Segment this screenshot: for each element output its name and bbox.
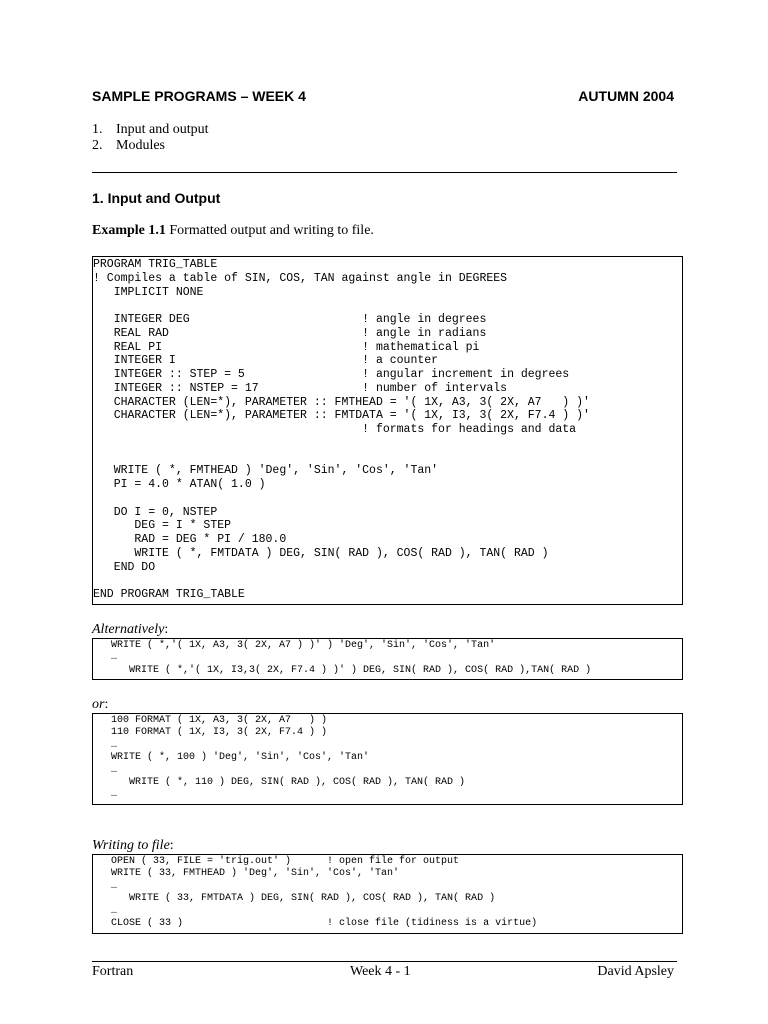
toc-list [92,122,209,154]
section-heading: 1. Input and Output [92,190,221,206]
footer-page-number: Week 4 - 1 [350,964,411,979]
or-label [92,697,108,713]
code-listing: 100 FORMAT ( 1X, A3, 3( 2X, A7 ) ) 110 FORMAT ( 1X, I3, 3( 2X, F7.4 ) ) … WRITE ( *, 100 ) 'Deg', 'Sin', 'Cos', 'Tan' … WRITE ( *, 110 ) DEG, SIN( RAD ), COS( RAD ), TAN( RAD ) … [111,715,466,801]
toc-item-number: 2. [92,138,103,153]
example-label: Example 1.1 [92,223,166,238]
toc-item-number: 1. [92,122,103,137]
alternatively-label-text: Alternatively [92,622,165,637]
document-title: SAMPLE PROGRAMS – WEEK 4 [92,88,306,104]
toc-item [92,122,209,138]
code-listing: PROGRAM TRIG_TABLE ! Compiles a table of SIN, COS, TAN against angle in DEGREES IMPLICIT NONE INTEGER DEG ! angle in degrees REAL RAD ! angle in radians REAL PI ! mathematical pi INTEGER I ! a counter INTEGER :: STEP = 5 ! angular increment in degrees INTEGER :: NSTEP = 17 ! number of intervals CHARACTER (LEN=*), PARAMETER :: FMTHEAD = '( 1X, A3, 3( 2X, A7 ) )' CHARACTER (LEN=*), PARAMETER :: FMTDATA = '( 1X, I3, 3( 2X, F7.4 ) )' ! formats for headings and data WRITE ( *, FMTHEAD ) 'Deg', 'Sin', 'Cos', 'Tan' PI = 4.0 * ATAN( 1.0 ) DO I = 0, NSTEP DEG = I * STEP RAD = DEG * PI / 180.0 WRITE ( *, FMTDATA ) DEG, SIN( RAD ), COS( RAD ), TAN( RAD ) END DO END PROGRAM TRIG_TABLE [93,258,590,601]
alternatively-label [92,622,168,638]
writing-to-file-label-suffix: : [169,838,174,853]
section-divider [92,172,677,173]
example-caption [92,223,374,239]
footer-left: Fortran [92,964,134,979]
writing-to-file-label-text: Writing to file [92,838,170,853]
or-label-suffix: : [104,697,109,712]
code-block-main [92,256,683,605]
code-block-or [92,713,683,805]
footer-divider [92,961,677,962]
code-block-alternatively [92,638,683,680]
toc-item-label: Input and output [116,122,209,137]
code-block-writing-to-file [92,854,683,934]
footer-author: David Apsley [597,964,674,979]
code-listing: WRITE ( *,'( 1X, A3, 3( 2X, A7 ) )' ) 'Deg', 'Sin', 'Cos', 'Tan' … WRITE ( *,'( 1X, I3,3( 2X, F7.4 ) )' ) DEG, SIN( RAD ), COS( RAD ),TAN( RAD ) [111,640,592,676]
writing-to-file-label [92,838,174,854]
document-term: AUTUMN 2004 [578,88,674,104]
example-description: Formatted output and writing to file. [165,223,374,238]
code-listing: OPEN ( 33, FILE = 'trig.out' ) ! open file for output WRITE ( 33, FMTHEAD ) 'Deg', 'Sin', 'Cos', 'Tan' … WRITE ( 33, FMTDATA ) DEG, SIN( RAD ), COS( RAD ), TAN( RAD ) … CLOSE ( 33 ) ! close file (tidiness is a virtue) [111,856,538,930]
alternatively-label-suffix: : [164,622,169,637]
or-label-text: or [92,697,105,712]
toc-item [92,138,209,154]
toc-item-label: Modules [116,138,165,153]
